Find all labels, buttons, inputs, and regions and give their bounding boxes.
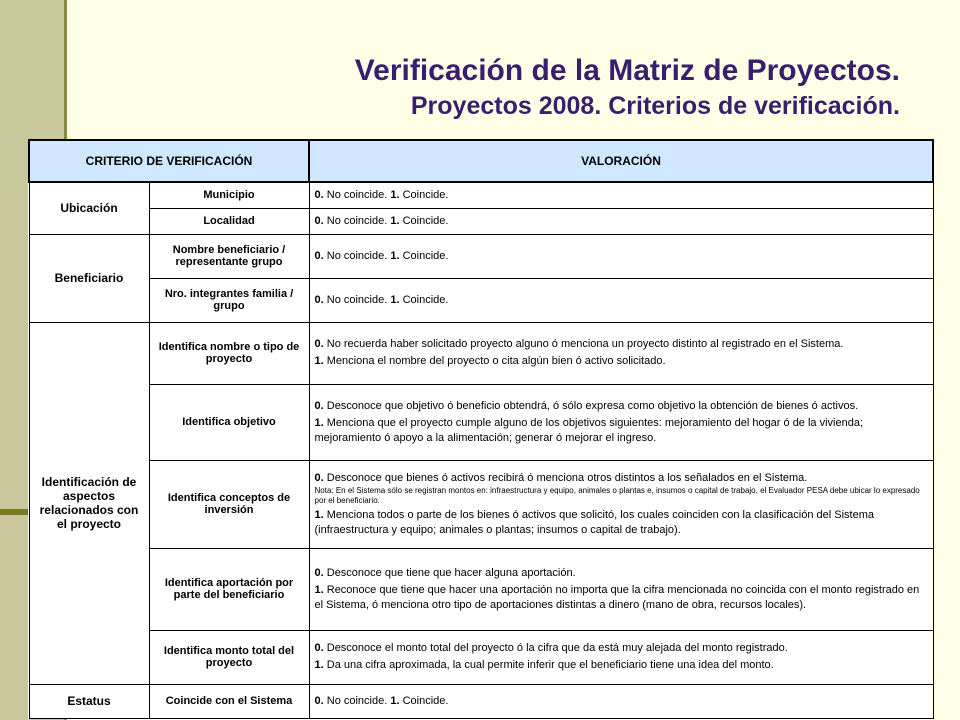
table-row [29, 322, 933, 384]
criterion-label: Identifica aportación por parte del beneficiario [149, 548, 309, 630]
table-row [29, 684, 933, 718]
score-text: No coincide. [323, 293, 391, 306]
score-number: 0. [314, 566, 324, 579]
title-line-1: Verificación de la Matriz de Proyectos. [354, 54, 900, 87]
criterion-label: Coincide con el Sistema [149, 684, 309, 718]
valuation-cell [309, 684, 933, 718]
score-text: Desconoce el monto total del proyecto ó la cifra que da está muy alejada del monto registrado. [323, 642, 788, 655]
table-row [29, 208, 933, 234]
score-text: Reconoce que tiene que hacer una aportación no importa que la cifra mencionada no coincida con el monto registrado en el Sistema, ó menciona otro tipo de aportaciones distintas a dinero (mano de obra, recursos locales). [314, 583, 920, 611]
score-number: 1. [314, 583, 324, 596]
criterion-label: Nombre beneficiario / representante grupo [149, 234, 309, 278]
header-valoracion: VALORACIÓN [309, 140, 933, 182]
table-row [29, 548, 933, 630]
valuation-cell [309, 384, 933, 460]
score-number: 1. [390, 694, 400, 707]
header-criterio: CRITERIO DE VERIFICACIÓN [29, 140, 309, 182]
valuation-cell [309, 322, 933, 384]
table-row [29, 460, 933, 548]
criterion-label: Identifica monto total del proyecto [149, 630, 309, 684]
criteria-table [28, 139, 934, 719]
score-text: No coincide. [323, 214, 391, 227]
score-number: 1. [314, 355, 324, 368]
nota-text: Nota: En el Sistema sólo se registran montos en: infraestructura y equipo, animales o plantas e, insumos o capital de trabajo, el Evaluador PESA debe ubicar lo expresado por el beneficiario. [314, 485, 920, 505]
score-number: 0. [314, 694, 324, 707]
score-number: 1. [314, 508, 324, 521]
valuation-cell [309, 548, 933, 630]
score-text: Coincide. [399, 694, 449, 707]
score-number: 1. [314, 659, 324, 672]
score-number: 0. [314, 471, 324, 484]
score-text: Desconoce que objetivo ó beneficio obtendrá, ó sólo expresa como objetivo la obtención de bienes ó activos. [323, 399, 859, 412]
score-text: Menciona el nombre del proyecto o cita algún bien ó activo solicitado. [323, 355, 666, 368]
score-text: No coincide. [323, 694, 391, 707]
group-estatus: Estatus [29, 684, 149, 718]
criterion-label: Identifica nombre o tipo de proyecto [149, 322, 309, 384]
criterion-label: Identifica objetivo [149, 384, 309, 460]
criterion-label: Identifica conceptos de inversión [149, 460, 309, 548]
table-row [29, 182, 933, 208]
group-identificacion: Identificación de aspectos relacionados con el proyecto [29, 322, 149, 684]
score-text: Menciona todos o parte de los bienes ó activos que solicitó, los cuales coinciden con la clasificación del Sistema (infraestructura y equipo; animales o plantas; insumos o capital de trabajo). [314, 508, 874, 536]
score-number: 0. [314, 399, 324, 412]
group-ubicacion: Ubicación [29, 182, 149, 234]
score-number: 1. [390, 249, 400, 262]
score-text: No coincide. [323, 249, 391, 262]
group-beneficiario: Beneficiario [29, 234, 149, 322]
score-text: Coincide. [399, 249, 449, 262]
score-text: Coincide. [399, 214, 449, 227]
table-row [29, 384, 933, 460]
criterion-label: Municipio [149, 182, 309, 208]
score-number: 0. [314, 188, 324, 201]
score-number: 1. [390, 293, 400, 306]
score-number: 1. [390, 188, 400, 201]
valuation-cell [309, 208, 933, 234]
valuation-cell [309, 182, 933, 208]
score-text: No recuerda haber solicitado proyecto alguno ó menciona un proyecto distinto al registrado en el Sistema. [323, 338, 844, 351]
valuation-cell [309, 460, 933, 548]
score-number: 1. [314, 416, 324, 429]
score-text: Da una cifra aproximada, la cual permite inferir que el beneficiario tiene una idea del monto. [323, 659, 774, 672]
score-text: Coincide. [399, 293, 449, 306]
criterion-label: Nro. integrantes familia / grupo [149, 278, 309, 322]
score-text: No coincide. [323, 188, 391, 201]
score-text: Menciona que el proyecto cumple alguno de los objetivos siguientes: mejoramiento del hogar ó de la vivienda; mejoramiento ó apoyo a la alimentación; generar ó mejorar el ingreso. [314, 416, 864, 444]
score-number: 1. [390, 214, 400, 227]
header-row [29, 140, 933, 182]
criteria-table-wrapper [28, 139, 932, 719]
table-row [29, 278, 933, 322]
table-row [29, 234, 933, 278]
score-text: Desconoce que tiene que hacer alguna aportación. [323, 566, 576, 579]
criterion-label: Localidad [149, 208, 309, 234]
valuation-cell [309, 234, 933, 278]
valuation-cell [309, 278, 933, 322]
title-line-2: Proyectos 2008. Criterios de verificación. [410, 92, 900, 120]
table-row [29, 630, 933, 684]
score-number: 0. [314, 293, 324, 306]
slide-title [355, 52, 900, 122]
score-number: 0. [314, 249, 324, 262]
score-number: 0. [314, 338, 324, 351]
score-number: 0. [314, 642, 324, 655]
score-text: Coincide. [399, 188, 449, 201]
valuation-cell [309, 630, 933, 684]
score-text: Desconoce que bienes ó activos recibirá ó menciona otros distintos a los señalados en el Sistema. [323, 471, 808, 484]
score-number: 0. [314, 214, 324, 227]
